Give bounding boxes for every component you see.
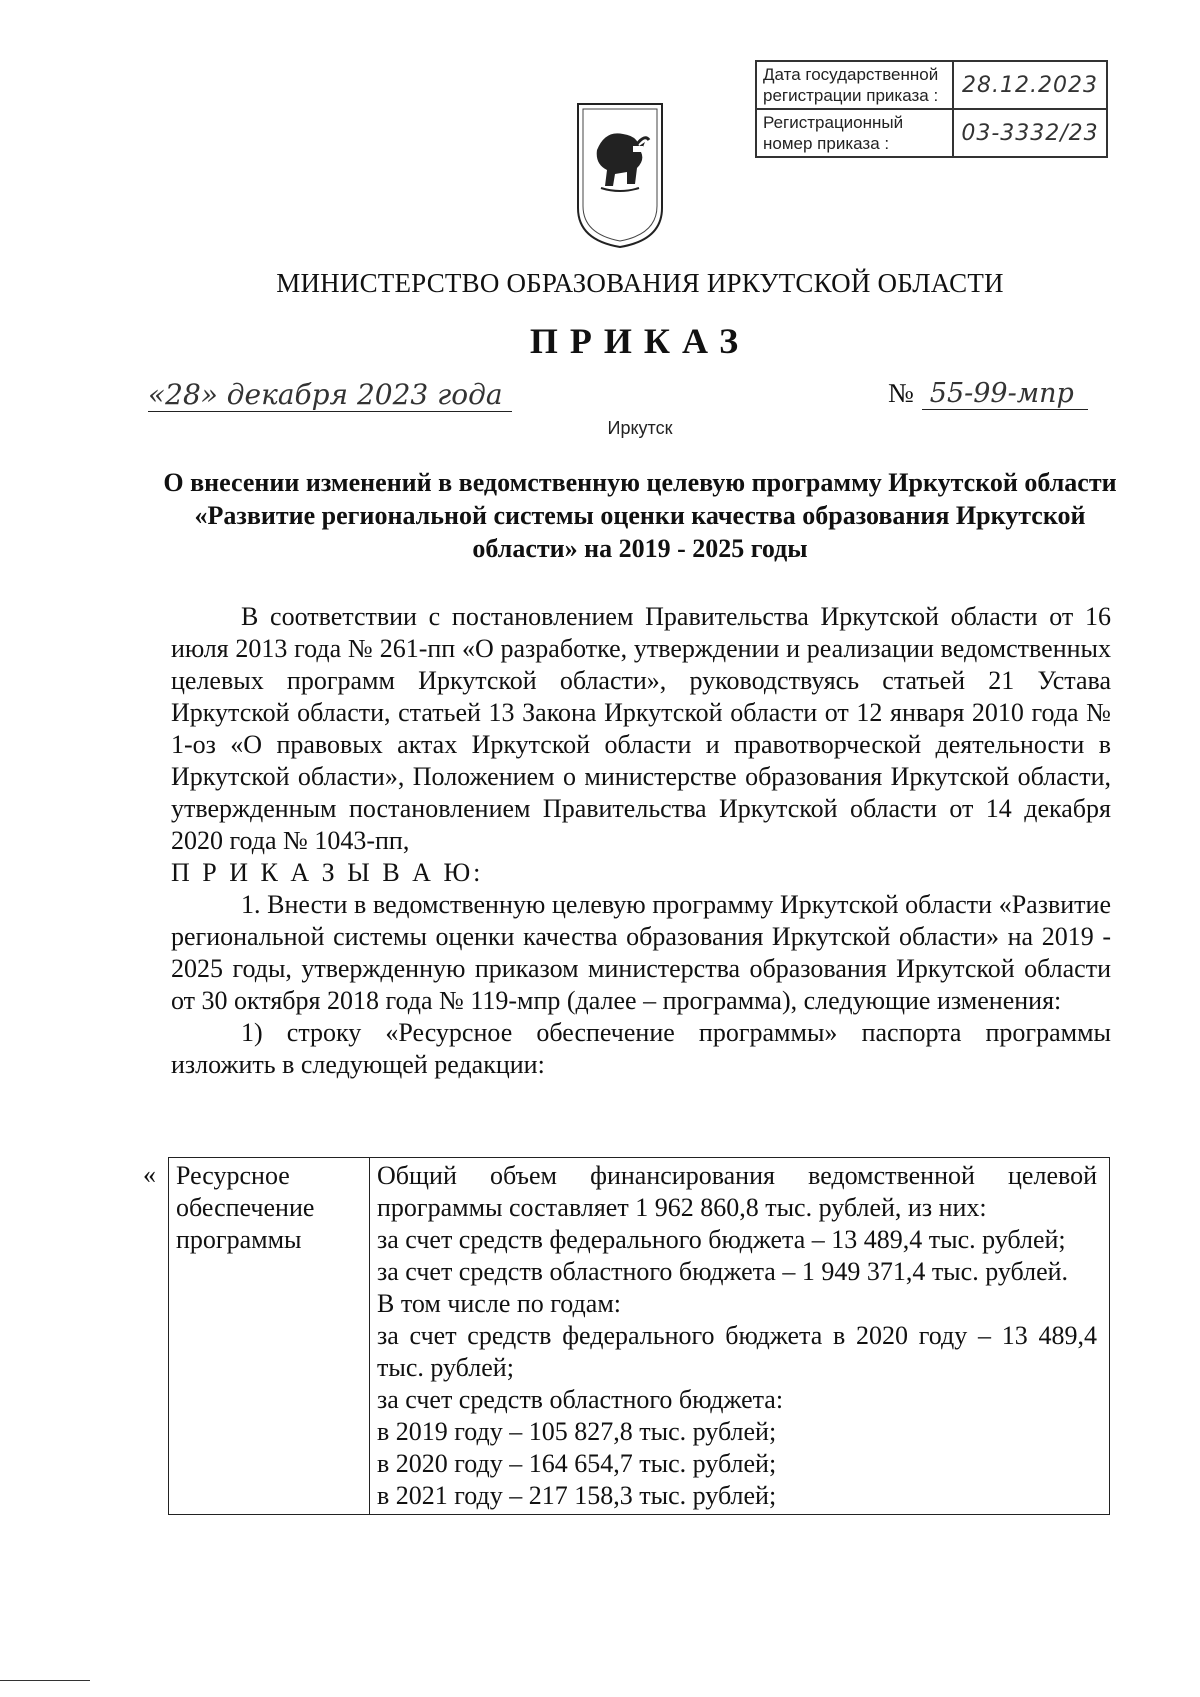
- funding-line: В том числе по годам:: [377, 1289, 621, 1318]
- funding-line: за счет средств областного бюджета – 1 949 371,4 тыс. рублей.: [377, 1257, 1069, 1286]
- order-number-prefix: №: [888, 378, 914, 408]
- funding-line: за счет средств областного бюджета:: [377, 1385, 784, 1414]
- registration-number-value: 03-3332/23: [953, 109, 1107, 157]
- order-subject: О внесении изменений в ведомственную целевую программу Иркутской области «Развитие региональной системы оценки качества образования Иркутской области» на 2019 - 2025 годы: [163, 468, 1117, 563]
- registration-date-value: 28.12.2023: [953, 61, 1107, 109]
- order-number: [888, 378, 1088, 410]
- row-label-cell: Ресурсное обеспечение программы: [169, 1158, 370, 1515]
- decree-word: П Р И К А З Ы В А Ю:: [171, 858, 484, 887]
- coat-of-arms-icon: [575, 100, 665, 250]
- item-1-paragraph: 1. Внести в ведомственную целевую программу Иркутской области «Развитие региональной системы оценки качества образования Иркутской области» на 2019 - 2025 годы, утвержденную приказом министерства образования Иркутской области от 30 октября 2018 года № 119-мпр (далее – программа), следующие изменения:: [171, 890, 1111, 1015]
- funding-line: в 2021 году – 217 158,3 тыс. рублей;: [377, 1481, 777, 1510]
- funding-line: за счет средств федерального бюджета в 2020 году – 13 489,4 тыс. рублей;: [377, 1321, 1097, 1382]
- registration-number-label: Регистрационный номер приказа :: [756, 109, 953, 157]
- item-1-1-paragraph: 1) строку «Ресурсное обеспечение программы» паспорта программы изложить в следующей редакции:: [171, 1018, 1111, 1079]
- table-row: [169, 1158, 1110, 1515]
- funding-line: Общий объем финансирования ведомственной целевой программы составляет 1 962 860,8 тыс. рублей, из них:: [377, 1161, 1097, 1222]
- handwritten-date: «28» декабря 2023 года: [148, 378, 512, 412]
- funding-line: за счет средств федерального бюджета – 13 489,4 тыс. рублей;: [377, 1225, 1066, 1254]
- document-type-title: ПРИКАЗ: [529, 321, 751, 361]
- page-edge-line: [0, 1680, 90, 1681]
- order-body: [171, 601, 1111, 1081]
- city-name: Иркутск: [607, 418, 673, 438]
- registration-date-label: Дата государственной регистрации приказа :: [756, 61, 953, 109]
- funding-line: в 2020 году – 164 654,7 тыс. рублей;: [377, 1449, 777, 1478]
- handwritten-order-number: 55-99-мпр: [922, 378, 1088, 410]
- funding-line: в 2019 году – 105 827,8 тыс. рублей;: [377, 1417, 777, 1446]
- opening-quote: «: [143, 1160, 156, 1189]
- registration-stamp: [755, 60, 1108, 158]
- row-value-cell: [370, 1158, 1110, 1515]
- ministry-name: МИНИСТЕРСТВО ОБРАЗОВАНИЯ ИРКУТСКОЙ ОБЛАСТИ: [276, 268, 1004, 298]
- preamble-paragraph: В соответствии с постановлением Правительства Иркутской области от 16 июля 2013 года № 261-пп «О разработке, утверждении и реализации ведомственных целевых программ Иркутской области», руководствуясь статьей 21 Устава Иркутской области, статьей 13 Закона Иркутской области от 12 января 2010 года № 1-оз «О правовых актах Иркутской области и правотворческой деятельности в Иркутской области», Положением о министерстве образования Иркутской области, утвержденным постановлением Правительства Иркутской области от 14 декабря 2020 года № 1043-пп,: [171, 602, 1111, 855]
- resource-table: [168, 1157, 1110, 1515]
